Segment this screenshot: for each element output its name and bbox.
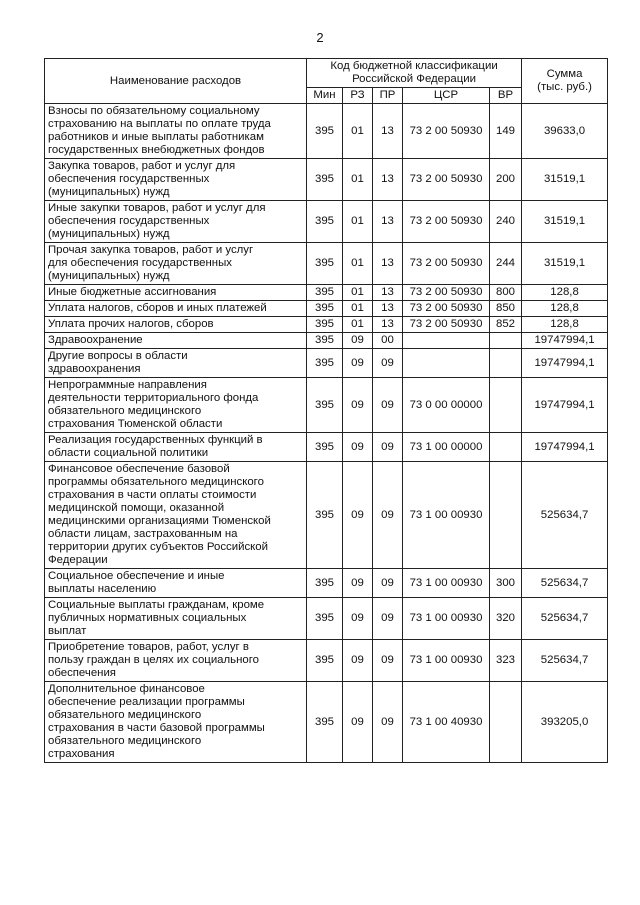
row-name-line: страхования bbox=[48, 748, 115, 760]
row-vr: 323 bbox=[490, 640, 522, 682]
row-name bbox=[45, 433, 307, 462]
table-row bbox=[45, 569, 608, 598]
row-name-line: медицинской помощи, оказанной bbox=[48, 502, 225, 514]
row-rz: 09 bbox=[343, 349, 373, 378]
row-name bbox=[45, 640, 307, 682]
row-name-line: выплаты населению bbox=[48, 583, 157, 595]
row-vr bbox=[490, 349, 522, 378]
header-sum bbox=[522, 59, 608, 104]
row-rz: 01 bbox=[343, 285, 373, 301]
row-pr: 09 bbox=[373, 378, 403, 433]
row-csr: 73 2 00 50930 bbox=[403, 243, 490, 285]
row-sum: 39633,0 bbox=[522, 104, 608, 159]
row-name-line: деятельности территориального фонда bbox=[48, 392, 259, 404]
row-csr bbox=[403, 333, 490, 349]
row-min: 395 bbox=[307, 243, 343, 285]
row-name-line: Финансовое обеспечение базовой bbox=[48, 463, 230, 475]
row-csr: 73 2 00 50930 bbox=[403, 301, 490, 317]
table-row bbox=[45, 317, 608, 333]
row-name bbox=[45, 462, 307, 569]
row-rz: 01 bbox=[343, 104, 373, 159]
row-vr: 850 bbox=[490, 301, 522, 317]
row-pr: 13 bbox=[373, 159, 403, 201]
row-pr: 09 bbox=[373, 462, 403, 569]
row-name bbox=[45, 159, 307, 201]
row-csr: 73 1 00 00000 bbox=[403, 433, 490, 462]
header-pr: ПР bbox=[373, 88, 403, 104]
row-name-line: Социальное обеспечение и иные bbox=[48, 570, 225, 582]
row-min: 395 bbox=[307, 378, 343, 433]
row-csr: 73 1 00 40930 bbox=[403, 682, 490, 763]
row-sum: 128,8 bbox=[522, 317, 608, 333]
row-name-line: государственных внебюджетных фондов bbox=[48, 144, 265, 156]
row-name-line: работников и иные выплаты работникам bbox=[48, 131, 264, 143]
row-pr: 13 bbox=[373, 301, 403, 317]
row-name-line: (муниципальных) нужд bbox=[48, 228, 170, 240]
table-row bbox=[45, 640, 608, 682]
row-sum: 525634,7 bbox=[522, 640, 608, 682]
row-rz: 09 bbox=[343, 682, 373, 763]
row-name bbox=[45, 378, 307, 433]
row-name-line: области лицам, застрахованным на bbox=[48, 528, 238, 540]
row-csr: 73 2 00 50930 bbox=[403, 317, 490, 333]
row-name-line: страхования Тюменской области bbox=[48, 418, 223, 430]
row-vr bbox=[490, 378, 522, 433]
row-name bbox=[45, 598, 307, 640]
row-name-line: обязательного медицинского bbox=[48, 735, 202, 747]
row-csr: 73 2 00 50930 bbox=[403, 159, 490, 201]
row-name-line: страхования в части базовой программы bbox=[48, 722, 265, 734]
row-min: 395 bbox=[307, 104, 343, 159]
header-code-line1: Код бюджетной классификации bbox=[330, 60, 498, 72]
row-csr: 73 1 00 00930 bbox=[403, 598, 490, 640]
row-vr bbox=[490, 682, 522, 763]
header-name: Наименование расходов bbox=[45, 59, 307, 104]
row-rz: 01 bbox=[343, 201, 373, 243]
row-rz: 09 bbox=[343, 462, 373, 569]
table-row bbox=[45, 301, 608, 317]
row-min: 395 bbox=[307, 433, 343, 462]
header-row-1 bbox=[45, 59, 608, 88]
row-name bbox=[45, 201, 307, 243]
row-vr bbox=[490, 433, 522, 462]
row-pr: 00 bbox=[373, 333, 403, 349]
row-pr: 13 bbox=[373, 243, 403, 285]
row-rz: 09 bbox=[343, 598, 373, 640]
row-name-line: Взносы по обязательному социальному bbox=[48, 105, 260, 117]
row-name-line: (муниципальных) нужд bbox=[48, 186, 170, 198]
row-vr: 300 bbox=[490, 569, 522, 598]
row-csr: 73 2 00 50930 bbox=[403, 104, 490, 159]
row-name bbox=[45, 301, 307, 317]
row-sum: 19747994,1 bbox=[522, 349, 608, 378]
row-name-line: Прочая закупка товаров, работ и услуг bbox=[48, 244, 254, 256]
table-row bbox=[45, 285, 608, 301]
row-rz: 01 bbox=[343, 301, 373, 317]
row-pr: 09 bbox=[373, 349, 403, 378]
row-pr: 13 bbox=[373, 317, 403, 333]
row-name-line: области социальной политики bbox=[48, 447, 209, 459]
row-name-line: территории других субъектов Российской bbox=[48, 541, 268, 553]
row-name bbox=[45, 104, 307, 159]
row-sum: 19747994,1 bbox=[522, 433, 608, 462]
row-name-line: выплат bbox=[48, 625, 87, 637]
row-rz: 09 bbox=[343, 640, 373, 682]
header-vr: ВР bbox=[490, 88, 522, 104]
row-pr: 09 bbox=[373, 433, 403, 462]
row-sum: 128,8 bbox=[522, 301, 608, 317]
row-min: 395 bbox=[307, 301, 343, 317]
row-rz: 09 bbox=[343, 569, 373, 598]
row-min: 395 bbox=[307, 682, 343, 763]
table-row bbox=[45, 349, 608, 378]
table-row bbox=[45, 378, 608, 433]
row-sum: 128,8 bbox=[522, 285, 608, 301]
row-name bbox=[45, 333, 307, 349]
row-csr: 73 1 00 00930 bbox=[403, 462, 490, 569]
table-row bbox=[45, 598, 608, 640]
row-pr: 09 bbox=[373, 682, 403, 763]
row-min: 395 bbox=[307, 598, 343, 640]
row-name-line: программы обязательного медицинского bbox=[48, 476, 264, 488]
row-rz: 09 bbox=[343, 378, 373, 433]
row-rz: 09 bbox=[343, 433, 373, 462]
row-min: 395 bbox=[307, 333, 343, 349]
row-name-line: Непрограммные направления bbox=[48, 379, 207, 391]
header-code-line2: Российской Федерации bbox=[352, 73, 476, 85]
table-row bbox=[45, 462, 608, 569]
row-rz: 01 bbox=[343, 317, 373, 333]
header-rz: РЗ bbox=[343, 88, 373, 104]
row-vr bbox=[490, 333, 522, 349]
row-name-line: обязательного медицинского bbox=[48, 405, 202, 417]
row-name-line: (муниципальных) нужд bbox=[48, 270, 170, 282]
table-row bbox=[45, 243, 608, 285]
row-sum: 393205,0 bbox=[522, 682, 608, 763]
table-body bbox=[45, 104, 608, 763]
row-name bbox=[45, 243, 307, 285]
row-name bbox=[45, 569, 307, 598]
row-rz: 01 bbox=[343, 159, 373, 201]
row-sum: 31519,1 bbox=[522, 159, 608, 201]
row-sum: 19747994,1 bbox=[522, 378, 608, 433]
row-vr: 320 bbox=[490, 598, 522, 640]
row-rz: 09 bbox=[343, 333, 373, 349]
row-min: 395 bbox=[307, 640, 343, 682]
row-csr bbox=[403, 349, 490, 378]
row-sum: 525634,7 bbox=[522, 462, 608, 569]
row-name bbox=[45, 317, 307, 333]
row-name-line: Уплата налогов, сборов и иных платежей bbox=[48, 302, 267, 314]
row-name-line: для обеспечения государственных bbox=[48, 257, 232, 269]
table-row bbox=[45, 333, 608, 349]
row-pr: 09 bbox=[373, 598, 403, 640]
header-sum-line2: (тыс. руб.) bbox=[537, 81, 592, 93]
row-vr: 200 bbox=[490, 159, 522, 201]
row-name-line: Иные закупки товаров, работ и услуг для bbox=[48, 202, 266, 214]
row-name-line: страхованию на выплаты по оплате труда bbox=[48, 118, 271, 130]
row-name-line: страхования в части оплаты стоимости bbox=[48, 489, 257, 501]
row-name-line: Реализация государственных функций в bbox=[48, 434, 263, 446]
row-min: 395 bbox=[307, 201, 343, 243]
row-csr: 73 2 00 50930 bbox=[403, 285, 490, 301]
table-row bbox=[45, 433, 608, 462]
row-name-line: Здравоохранение bbox=[48, 334, 143, 346]
row-name-line: Социальные выплаты гражданам, кроме bbox=[48, 599, 265, 611]
row-vr: 244 bbox=[490, 243, 522, 285]
row-sum: 525634,7 bbox=[522, 569, 608, 598]
row-name bbox=[45, 285, 307, 301]
row-min: 395 bbox=[307, 462, 343, 569]
row-vr bbox=[490, 462, 522, 569]
row-name-line: Федерации bbox=[48, 554, 108, 566]
header-csr: ЦСР bbox=[403, 88, 490, 104]
row-pr: 13 bbox=[373, 104, 403, 159]
table-row bbox=[45, 104, 608, 159]
header-min: Мин bbox=[307, 88, 343, 104]
row-name-line: обеспечение реализации программы bbox=[48, 696, 245, 708]
row-csr: 73 1 00 00930 bbox=[403, 640, 490, 682]
row-name-line: Приобретение товаров, работ, услуг в bbox=[48, 641, 249, 653]
row-name-line: Иные бюджетные ассигнования bbox=[48, 286, 217, 298]
row-name-line: обеспечения государственных bbox=[48, 215, 210, 227]
row-sum: 19747994,1 bbox=[522, 333, 608, 349]
row-pr: 09 bbox=[373, 569, 403, 598]
row-vr: 240 bbox=[490, 201, 522, 243]
row-name-line: публичных нормативных социальных bbox=[48, 612, 247, 624]
table-row bbox=[45, 159, 608, 201]
row-name-line: пользу граждан в целях их социального bbox=[48, 654, 259, 666]
row-min: 395 bbox=[307, 285, 343, 301]
row-name-line: Закупка товаров, работ и услуг для bbox=[48, 160, 236, 172]
row-name-line: медицинскими организациями Тюменской bbox=[48, 515, 271, 527]
row-sum: 31519,1 bbox=[522, 243, 608, 285]
row-name-line: Другие вопросы в области bbox=[48, 350, 188, 362]
row-pr: 13 bbox=[373, 201, 403, 243]
row-csr: 73 1 00 00930 bbox=[403, 569, 490, 598]
row-name-line: обеспечения bbox=[48, 667, 116, 679]
row-pr: 13 bbox=[373, 285, 403, 301]
row-min: 395 bbox=[307, 569, 343, 598]
row-name-line: Дополнительное финансовое bbox=[48, 683, 205, 695]
table-row bbox=[45, 682, 608, 763]
header-sum-line1: Сумма bbox=[546, 68, 583, 80]
table-row bbox=[45, 201, 608, 243]
row-name bbox=[45, 682, 307, 763]
row-rz: 01 bbox=[343, 243, 373, 285]
row-vr: 852 bbox=[490, 317, 522, 333]
row-name-line: Уплата прочих налогов, сборов bbox=[48, 318, 214, 330]
row-pr: 09 bbox=[373, 640, 403, 682]
row-min: 395 bbox=[307, 349, 343, 378]
page-number: 2 bbox=[316, 30, 324, 45]
row-name-line: обеспечения государственных bbox=[48, 173, 210, 185]
row-vr: 149 bbox=[490, 104, 522, 159]
row-sum: 31519,1 bbox=[522, 201, 608, 243]
row-name-line: обязательного медицинского bbox=[48, 709, 202, 721]
row-sum: 525634,7 bbox=[522, 598, 608, 640]
row-name-line: здравоохранения bbox=[48, 363, 141, 375]
row-min: 395 bbox=[307, 317, 343, 333]
row-vr: 800 bbox=[490, 285, 522, 301]
row-name bbox=[45, 349, 307, 378]
row-csr: 73 0 00 00000 bbox=[403, 378, 490, 433]
row-csr: 73 2 00 50930 bbox=[403, 201, 490, 243]
row-min: 395 bbox=[307, 159, 343, 201]
budget-table bbox=[44, 58, 608, 763]
header-code bbox=[307, 59, 522, 88]
